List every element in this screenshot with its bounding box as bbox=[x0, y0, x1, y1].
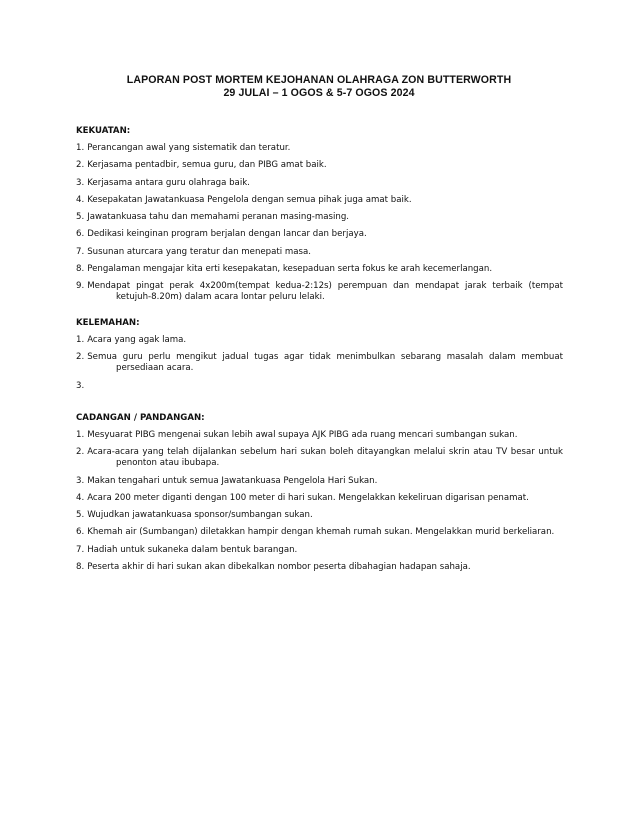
section-strengths bbox=[76, 126, 563, 310]
list-item bbox=[76, 229, 563, 240]
item-text: Acara-acara yang telah dijalankan sebelum hari sukan boleh ditayangkan melalui skrin atau TV besar untuk penonton atau ibubapa. bbox=[87, 447, 563, 469]
section-suggestions bbox=[76, 413, 563, 579]
section-title-weaknesses: KELEMAHAN: bbox=[76, 318, 140, 328]
item-text: Kerjasama pentadbir, semua guru, dan PIBG amat baik. bbox=[87, 160, 327, 171]
list-item bbox=[76, 493, 563, 504]
item-number: 5. bbox=[76, 510, 85, 521]
list-item bbox=[76, 212, 563, 223]
report-dates: 29 JULAI – 1 OGOS & 5-7 OGOS 2024 bbox=[223, 87, 415, 99]
item-text: Wujudkan jawatankuasa sponsor/sumbangan sukan. bbox=[87, 510, 313, 521]
item-text: Mesyuarat PIBG mengenai sukan lebih awal supaya AJK PIBG ada ruang mencari sumbangan sukan. bbox=[87, 430, 518, 440]
item-number: 3. bbox=[76, 475, 85, 486]
item-number: 6. bbox=[76, 229, 85, 240]
item-number: 3. bbox=[76, 177, 85, 188]
item-text: Semua guru perlu mengikut jadual tugas agar tidak menimbulkan sebarang masalah dalam membuat persediaan acara. bbox=[87, 352, 563, 374]
item-number: 3. bbox=[76, 380, 85, 391]
list-item bbox=[76, 247, 563, 258]
list-item bbox=[76, 143, 563, 154]
list-item bbox=[76, 476, 563, 487]
list-item bbox=[76, 562, 563, 573]
item-number: 2. bbox=[76, 352, 85, 363]
list-item bbox=[76, 510, 563, 521]
item-number: 2. bbox=[76, 160, 85, 171]
item-number: 5. bbox=[76, 212, 85, 223]
section-title-suggestions: CADANGAN / PANDANGAN: bbox=[76, 413, 205, 423]
item-text: Pengalaman mengajar kita erti kesepakatan, kesepaduan serta fokus ke arah kecemerlangan. bbox=[87, 264, 493, 275]
list-item bbox=[76, 527, 563, 538]
item-number: 1. bbox=[76, 143, 85, 153]
strengths-list bbox=[76, 143, 563, 303]
list-item bbox=[76, 335, 563, 346]
item-number: 9. bbox=[76, 281, 85, 292]
list-item bbox=[76, 178, 563, 189]
item-number: 8. bbox=[76, 264, 85, 275]
section-weaknesses bbox=[76, 318, 563, 398]
weaknesses-list bbox=[76, 335, 563, 392]
item-number: 2. bbox=[76, 447, 85, 458]
item-number: 1. bbox=[76, 430, 85, 440]
item-text: Susunan aturcara yang teratur dan menepati masa. bbox=[87, 246, 312, 257]
item-text: Dedikasi keinginan program berjalan dengan lancar dan berjaya. bbox=[87, 229, 367, 240]
item-text: Mendapat pingat perak 4x200m(tempat kedua-2:12s) perempuan dan mendapat jarak terbaik (tempat ketujuh-8.20m) dalam acara lontar peluru lelaki. bbox=[87, 281, 563, 303]
item-number: 4. bbox=[76, 492, 85, 503]
item-text: Acara yang agak lama. bbox=[87, 335, 187, 345]
item-number: 7. bbox=[76, 544, 85, 555]
item-text: Perancangan awal yang sistematik dan teratur. bbox=[87, 143, 291, 153]
suggestions-list bbox=[76, 430, 563, 573]
section-title-strengths: KEKUATAN: bbox=[76, 126, 131, 136]
item-text: Makan tengahari untuk semua Jawatankuasa Pengelola Hari Sukan. bbox=[87, 475, 378, 486]
item-number: 4. bbox=[76, 194, 85, 205]
item-text: Kesepakatan Jawatankuasa Pengelola dengan semua pihak juga amat baik. bbox=[87, 194, 412, 205]
list-item bbox=[76, 160, 563, 171]
item-text: Hadiah untuk sukaneka dalam bentuk barangan. bbox=[87, 544, 298, 555]
item-text: Acara 200 meter diganti dengan 100 meter di hari sukan. Mengelakkan kekeliruan digarisan penamat. bbox=[87, 492, 529, 503]
report-header bbox=[0, 74, 638, 100]
item-text: Kerjasama antara guru olahraga baik. bbox=[87, 177, 250, 188]
list-item bbox=[76, 447, 563, 469]
item-text: Peserta akhir di hari sukan akan dibekalkan nombor peserta dibahagian hadapan sahaja. bbox=[87, 562, 471, 573]
list-item bbox=[76, 381, 563, 392]
report-title: LAPORAN POST MORTEM KEJOHANAN OLAHRAGA ZON BUTTERWORTH bbox=[126, 74, 512, 86]
item-text: Jawatankuasa tahu dan memahami peranan masing-masing. bbox=[87, 212, 350, 223]
list-item bbox=[76, 352, 563, 374]
item-number: 6. bbox=[76, 527, 85, 538]
list-item bbox=[76, 430, 563, 441]
item-text: Khemah air (Sumbangan) diletakkan hampir dengan khemah rumah sukan. Mengelakkan murid berkeliaran. bbox=[87, 527, 555, 538]
list-item bbox=[76, 545, 563, 556]
list-item bbox=[76, 281, 563, 303]
list-item bbox=[76, 264, 563, 275]
item-number: 1. bbox=[76, 335, 85, 345]
list-item bbox=[76, 195, 563, 206]
item-number: 7. bbox=[76, 246, 85, 257]
item-number: 8. bbox=[76, 562, 85, 573]
